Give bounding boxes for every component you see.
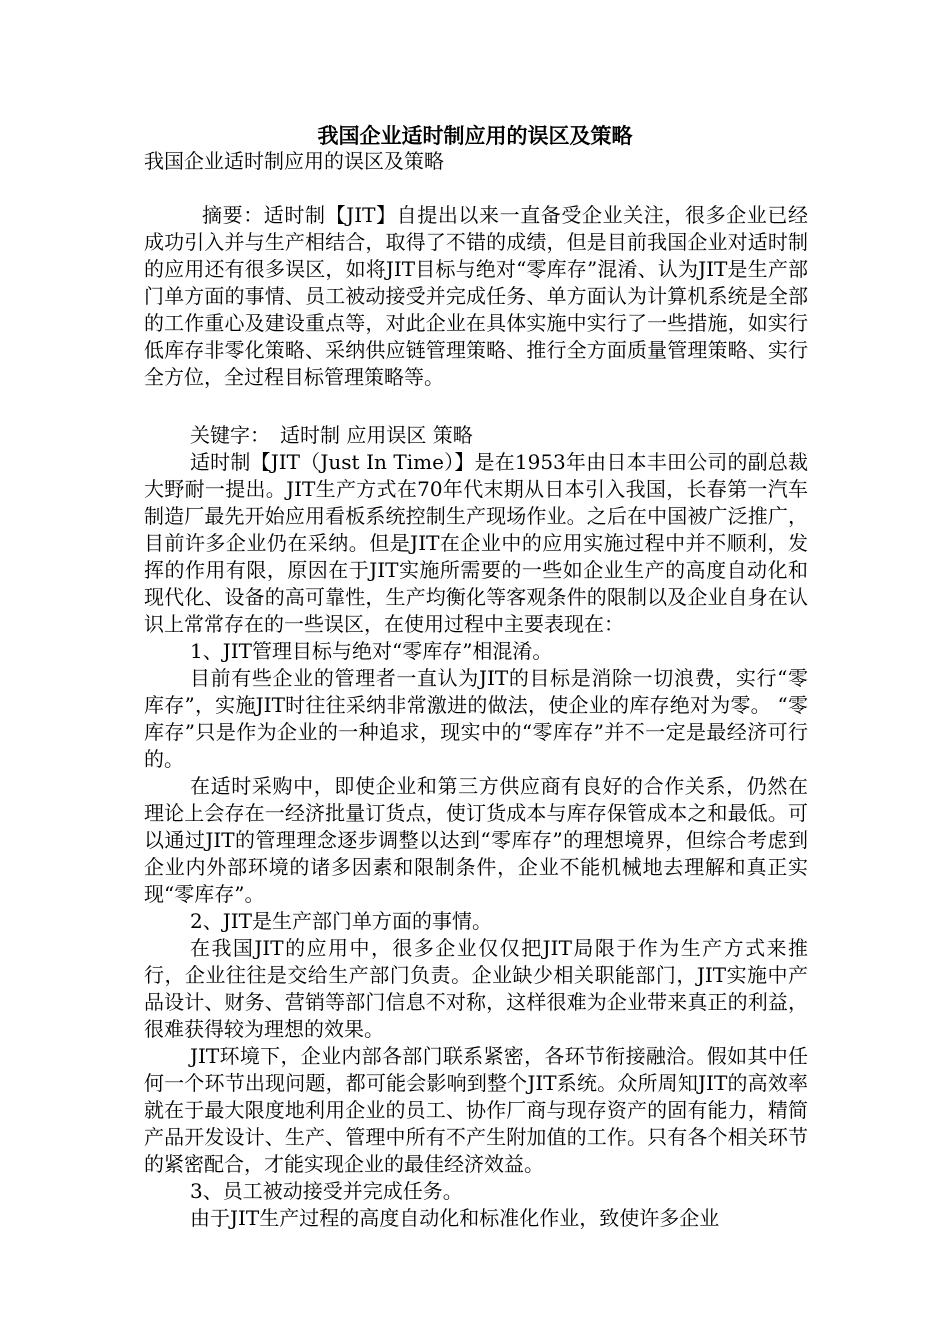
paragraph: 适时制【JIT（Just In Time）】是在1953年由日本丰田公司的副总裁大野耐一提出。JIT生产方式在70年代末期从日本引入我国，长春第一汽车制造厂最先开始应用看板系统控制生产现场作业。之后在中国被广泛推广，目前许多企业仍在采纳。但是JIT在企业中的应用实施过程中并不顺利，发挥的作用有限，原因在于JIT实施所需要的一些如企业生产的高度自动化和现代化、设备的高可靠性，生产均衡化等客观条件的限制以及企业自身在认识上常常存在的一些误区，在使用过程中主要表现在： — [144, 450, 808, 636]
paragraph: 在适时采购中，即使企业和第三方供应商有良好的合作关系，仍然在理论上会存在一经济批量订货点，使订货成本与库存保管成本之和最低。可以通过JIT的管理理念逐步调整以达到“零库存”的理想境界，但综合考虑到企业内外部环境的诸多因素和限制条件，企业不能机械地去理解和真正实现“零库存”。 — [144, 774, 808, 906]
section-heading: 1、JIT管理目标与绝对“零库存”相混淆。 — [190, 639, 553, 663]
section-heading: 2、JIT是生产部门单方面的事情。 — [190, 909, 492, 933]
document-subtitle: 我国企业适时制应用的误区及策略 — [144, 149, 444, 173]
section-heading: 3、员工被动接受并完成任务。 — [190, 1179, 463, 1203]
abstract-section — [144, 202, 808, 391]
paragraph: 在我国JIT的应用中，很多企业仅仅把JIT局限于作为生产方式来推行，企业往往是交给生产部门负责。企业缺少相关职能部门，JIT实施中产品设计、财务、营销等部门信息不对称，这样很难为企业带来真正的利益，很难获得较为理想的效果。 — [144, 936, 808, 1041]
document-title: 我国企业适时制应用的误区及策略 — [317, 123, 633, 148]
paragraph: 目前有些企业的管理者一直认为JIT的目标是消除一切浪费，实行“零库存”，实施JIT时往往采纳非常激进的做法，使企业的库存绝对为零。 “零库存”只是作为企业的一种追求，现实中的“零库存”并不一定是最经济可行的。 — [144, 666, 808, 771]
paragraph: JIT环境下，企业内部各部门联系紧密，各环节衔接融洽。假如其中任何一个环节出现问题，都可能会影响到整个JIT系统。众所周知JIT的高效率就在于最大限度地利用企业的员工、协作厂商与现存资产的固有能力，精简产品开发设计、生产、管理中所有不产生附加值的工作。只有各个相关环节的紧密配合，才能实现企业的最佳经济效益。 — [144, 1044, 808, 1176]
main-text — [144, 422, 808, 1232]
abstract-paragraph: 摘要：适时制【JIT】自提出以来一直备受企业关注，很多企业已经成功引入并与生产相结合，取得了不错的成绩，但是目前我国企业对适时制的应用还有很多误区，如将JIT目标与绝对“零库存”混淆、认为JIT是生产部门单方面的事情、员工被动接受并完成任务、单方面认为计算机系统是全部的工作重心及建设重点等，对此企业在具体实施中实行了一些措施，如实行低库存非零化策略、采纳供应链管理策略、推行全方面质量管理策略、实行全方位，全过程目标管理策略等。 — [144, 203, 808, 389]
keywords-line: 关键字： 适时制 应用误区 策略 — [190, 423, 473, 447]
paragraph: 由于JIT生产过程的高度自动化和标准化作业，致使许多企业 — [190, 1206, 720, 1230]
